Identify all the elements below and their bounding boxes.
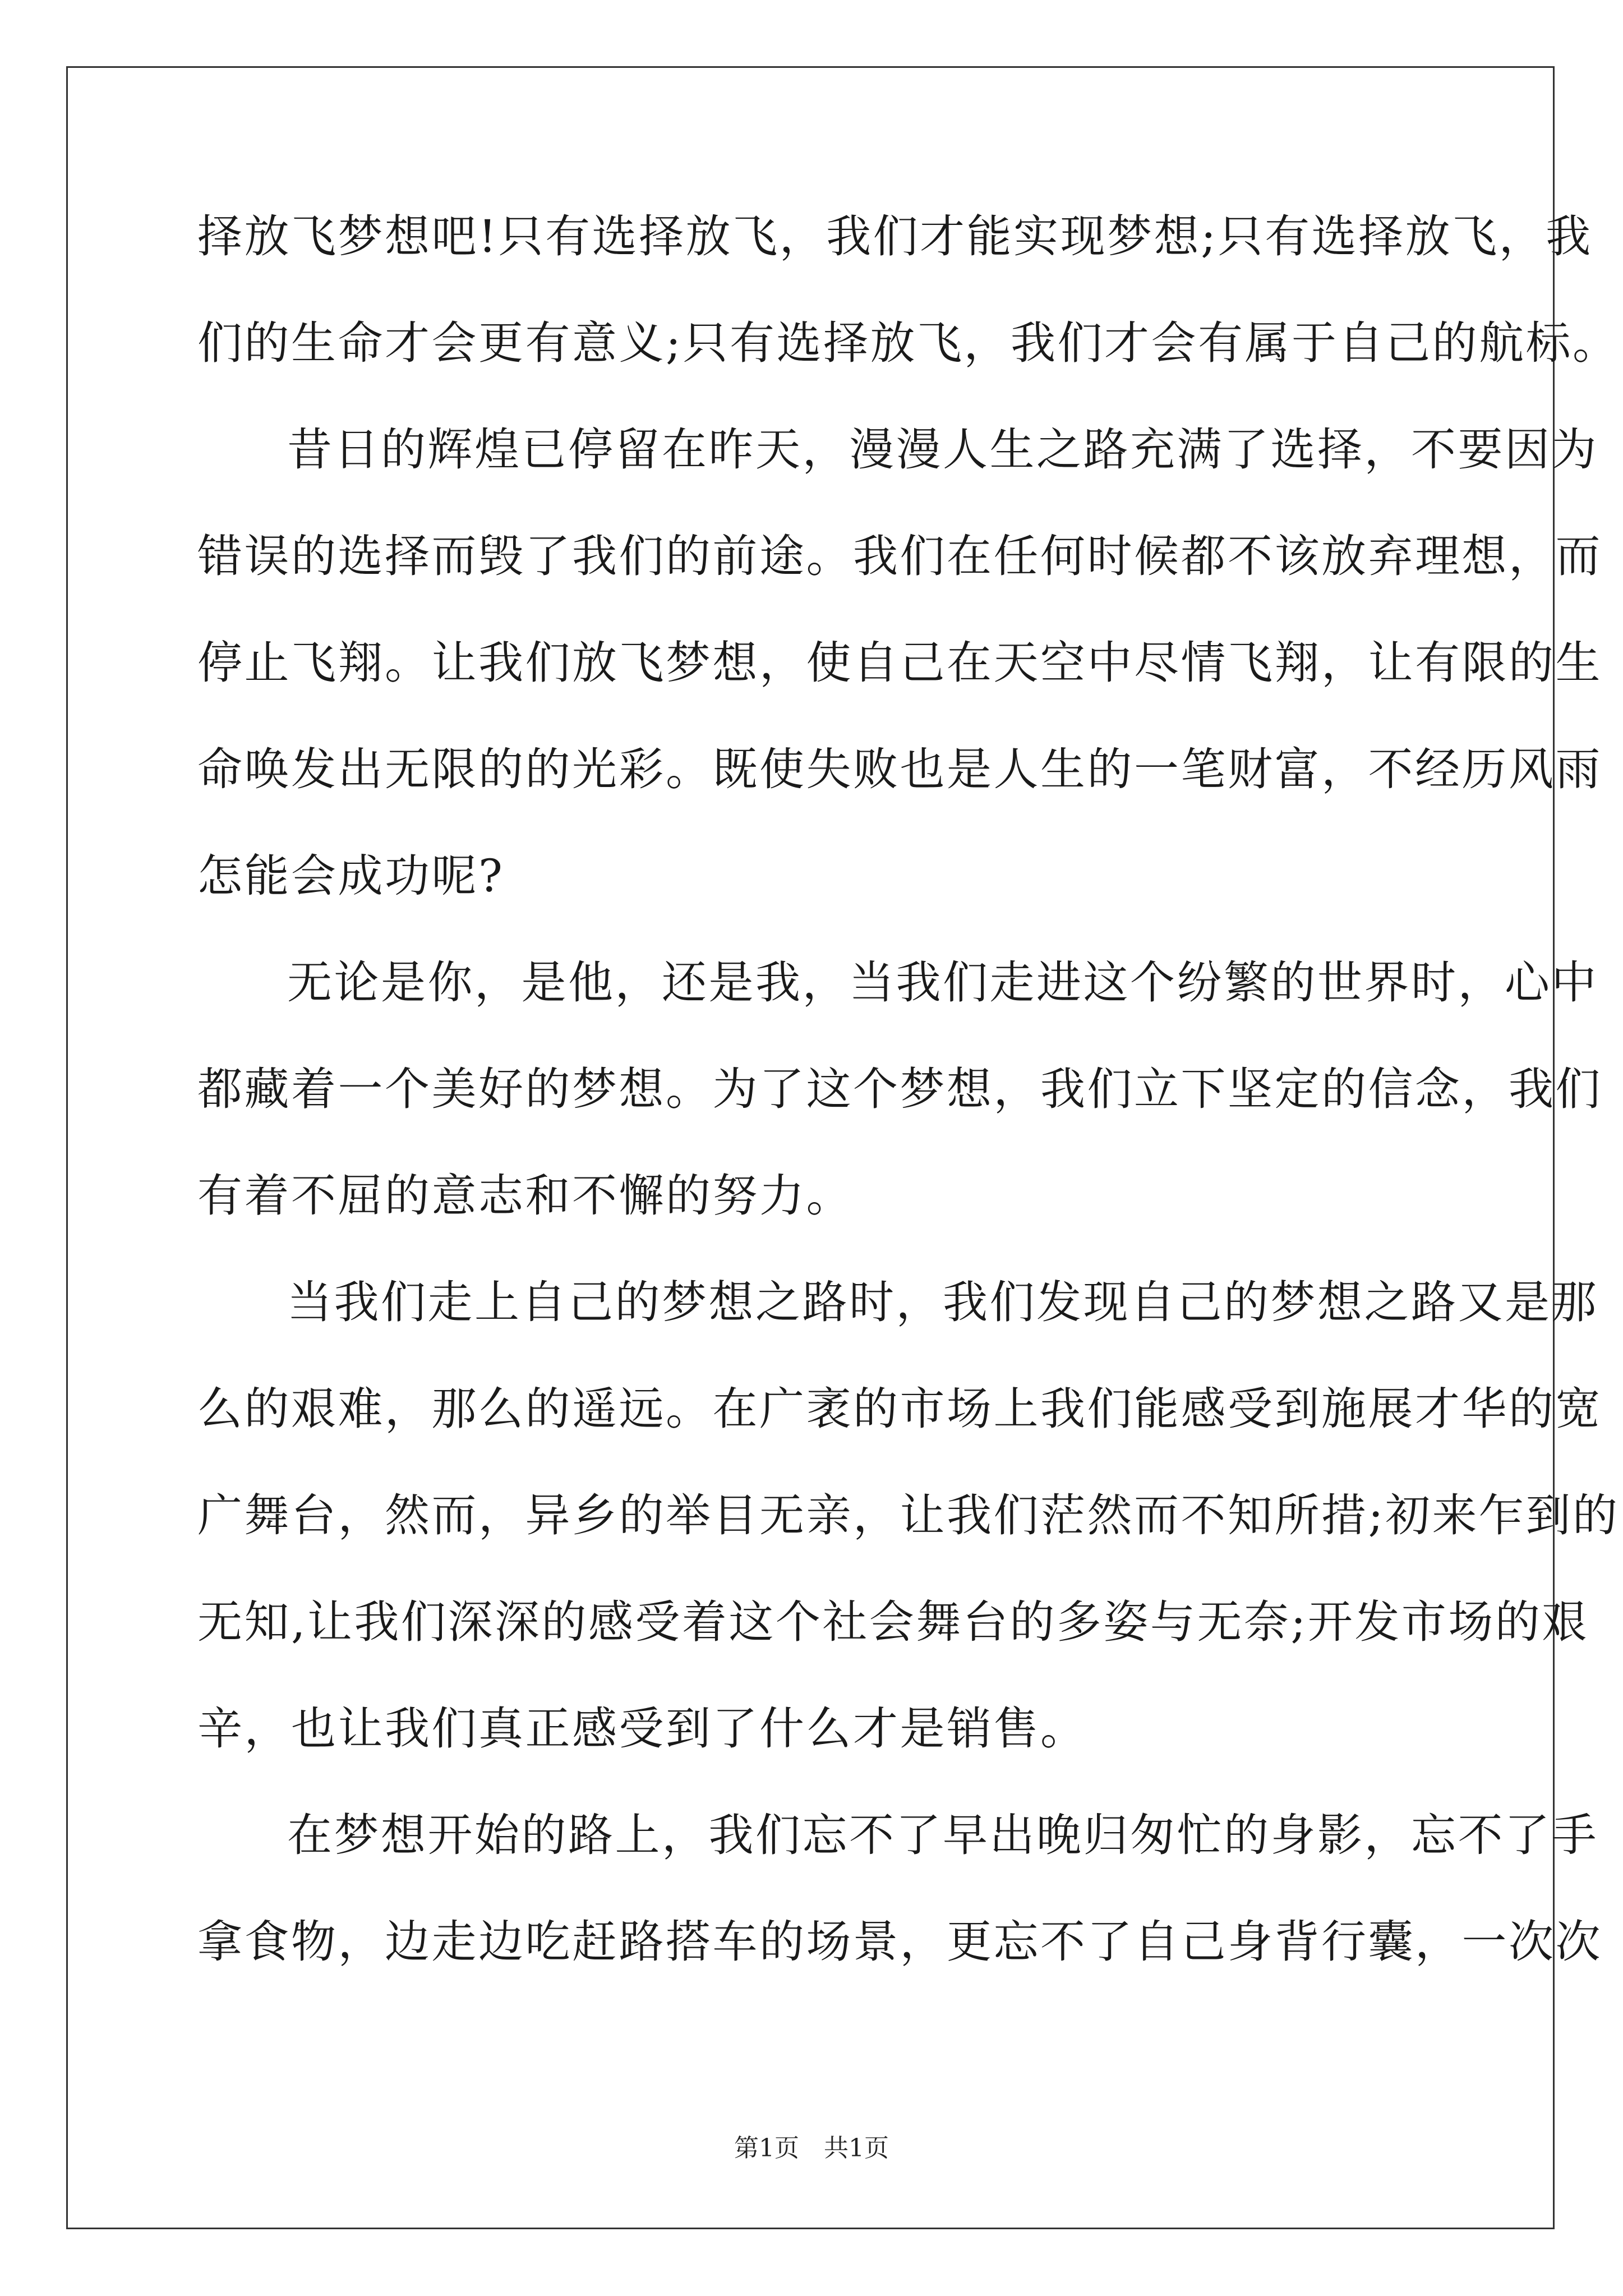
- text-line: 命唤发出无限的的光彩。既使失败也是人生的一笔财富，不经历风雨: [197, 743, 1602, 795]
- text-line: 择放飞梦想吧!只有选择放飞，我们才能实现梦想;只有选择放飞，我: [197, 210, 1593, 263]
- text-line: 有着不屈的意志和不懈的努力。: [197, 1170, 853, 1222]
- text-line: 拿食物，边走边吃赶路搭车的场景，更忘不了自己身背行囊，一次次: [197, 1916, 1602, 1968]
- text-line: 错误的选择而毁了我们的前途。我们在任何时候都不该放弃理想，而: [197, 530, 1602, 582]
- text-line: 无知,让我们深深的感受着这个社会舞台的多姿与无奈;开发市场的艰: [197, 1596, 1589, 1648]
- text-line: 怎能会成功呢?: [197, 850, 505, 902]
- text-line: 停止飞翔。让我们放飞梦想，使自己在天空中尽情飞翔，让有限的生: [197, 637, 1602, 689]
- paragraph-first-line: 昔日的辉煌已停留在昨天，漫漫人生之路充满了选择，不要因为: [287, 424, 1598, 476]
- paragraph-first-line: 当我们走上自己的梦想之路时，我们发现自己的梦想之路又是那: [287, 1276, 1598, 1328]
- text-line: 广舞台，然而，异乡的举目无亲，让我们茫然而不知所措;初来乍到的: [197, 1489, 1620, 1542]
- paragraph-first-line: 无论是你，是他，还是我，当我们走进这个纷繁的世界时，心中: [287, 956, 1598, 1009]
- text-line: 都藏着一个美好的梦想。为了这个梦想，我们立下坚定的信念，我们: [197, 1063, 1602, 1115]
- text-line: 们的生命才会更有意义;只有选择放飞，我们才会有属于自己的航标。: [197, 317, 1620, 369]
- text-line: 辛，也让我们真正感受到了什么才是销售。: [197, 1703, 1087, 1755]
- document-body: [197, 209, 1620, 2021]
- text-line: 么的艰难，那么的遥远。在广袤的市场上我们能感受到施展才华的宽: [197, 1383, 1602, 1435]
- paragraph-first-line: 在梦想开始的路上，我们忘不了早出晚归匆忙的身影，忘不了手: [287, 1809, 1598, 1861]
- page-number-footer: 第1页 共1页: [734, 2134, 889, 2162]
